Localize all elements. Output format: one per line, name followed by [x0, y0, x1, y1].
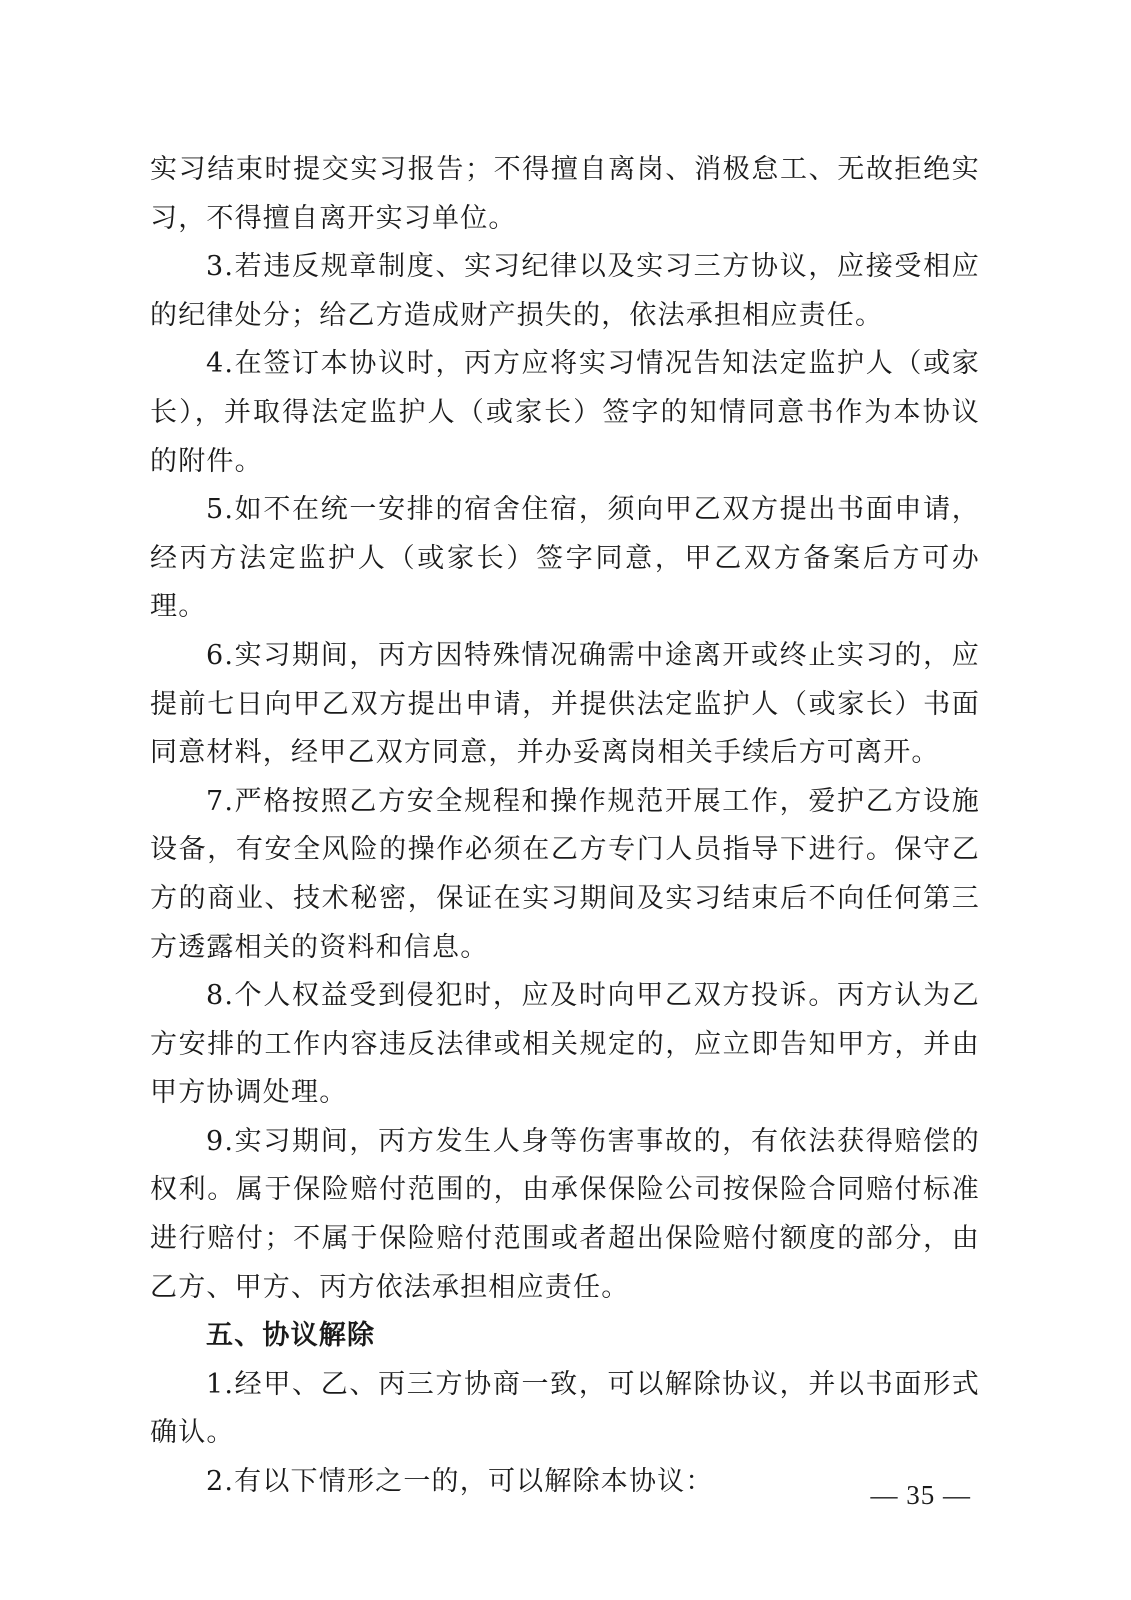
- document-body: [150, 146, 980, 1507]
- page-number: — 35 —: [870, 1480, 971, 1510]
- clause-8: 8.个人权益受到侵犯时，应及时向甲乙双方投诉。丙方认为乙方安排的工作内容违反法律或相关规定的，应立即告知甲方，并由甲方协调处理。: [150, 980, 980, 1109]
- clause-3: 3.若违反规章制度、实习纪律以及实习三方协议，应接受相应的纪律处分；给乙方造成财产损失的，依法承担相应责任。: [150, 251, 980, 331]
- termination-clause-2: 2.有以下情形之一的，可以解除本协议：: [206, 1466, 714, 1498]
- paragraph-continuation: 实习结束时提交实习报告；不得擅自离岗、消极怠工、无故拒绝实习，不得擅自离开实习单位。: [150, 154, 980, 234]
- termination-clause-1: 1.经甲、乙、丙三方协商一致，可以解除协议，并以书面形式确认。: [150, 1368, 980, 1449]
- clause-4: 4.在签订本协议时，丙方应将实习情况告知法定监护人（或家长），并取得法定监护人（或家长）签字的知情同意书作为本协议的附件。: [150, 348, 980, 477]
- section-heading: 五、协议解除: [206, 1320, 376, 1352]
- clause-5: 5.如不在统一安排的宿舍住宿，须向甲乙双方提出书面申请，经丙方法定监护人（或家长）签字同意，甲乙双方备案后方可办理。: [150, 494, 980, 623]
- clause-9: 9.实习期间，丙方发生人身等伤害事故的，有依法获得赔偿的权利。属于保险赔付范围的，由承保保险公司按保险合同赔付标准进行赔付；不属于保险赔付范围或者超出保险赔付额度的部分，由乙方、甲方、丙方依法承担相应责任。: [150, 1125, 980, 1303]
- clause-7: 7.严格按照乙方安全规程和操作规范开展工作，爱护乙方设施设备，有安全风险的操作必须在乙方专门人员指导下进行。保守乙方的商业、技术秘密，保证在实习期间及实习结束后不向任何第三方透露相关的资料和信息。: [150, 785, 980, 963]
- clause-6: 6.实习期间，丙方因特殊情况确需中途离开或终止实习的，应提前七日向甲乙双方提出申请，并提供法定监护人（或家长）书面同意材料，经甲乙双方同意，并办妥离岗相关手续后方可离开。: [150, 639, 980, 769]
